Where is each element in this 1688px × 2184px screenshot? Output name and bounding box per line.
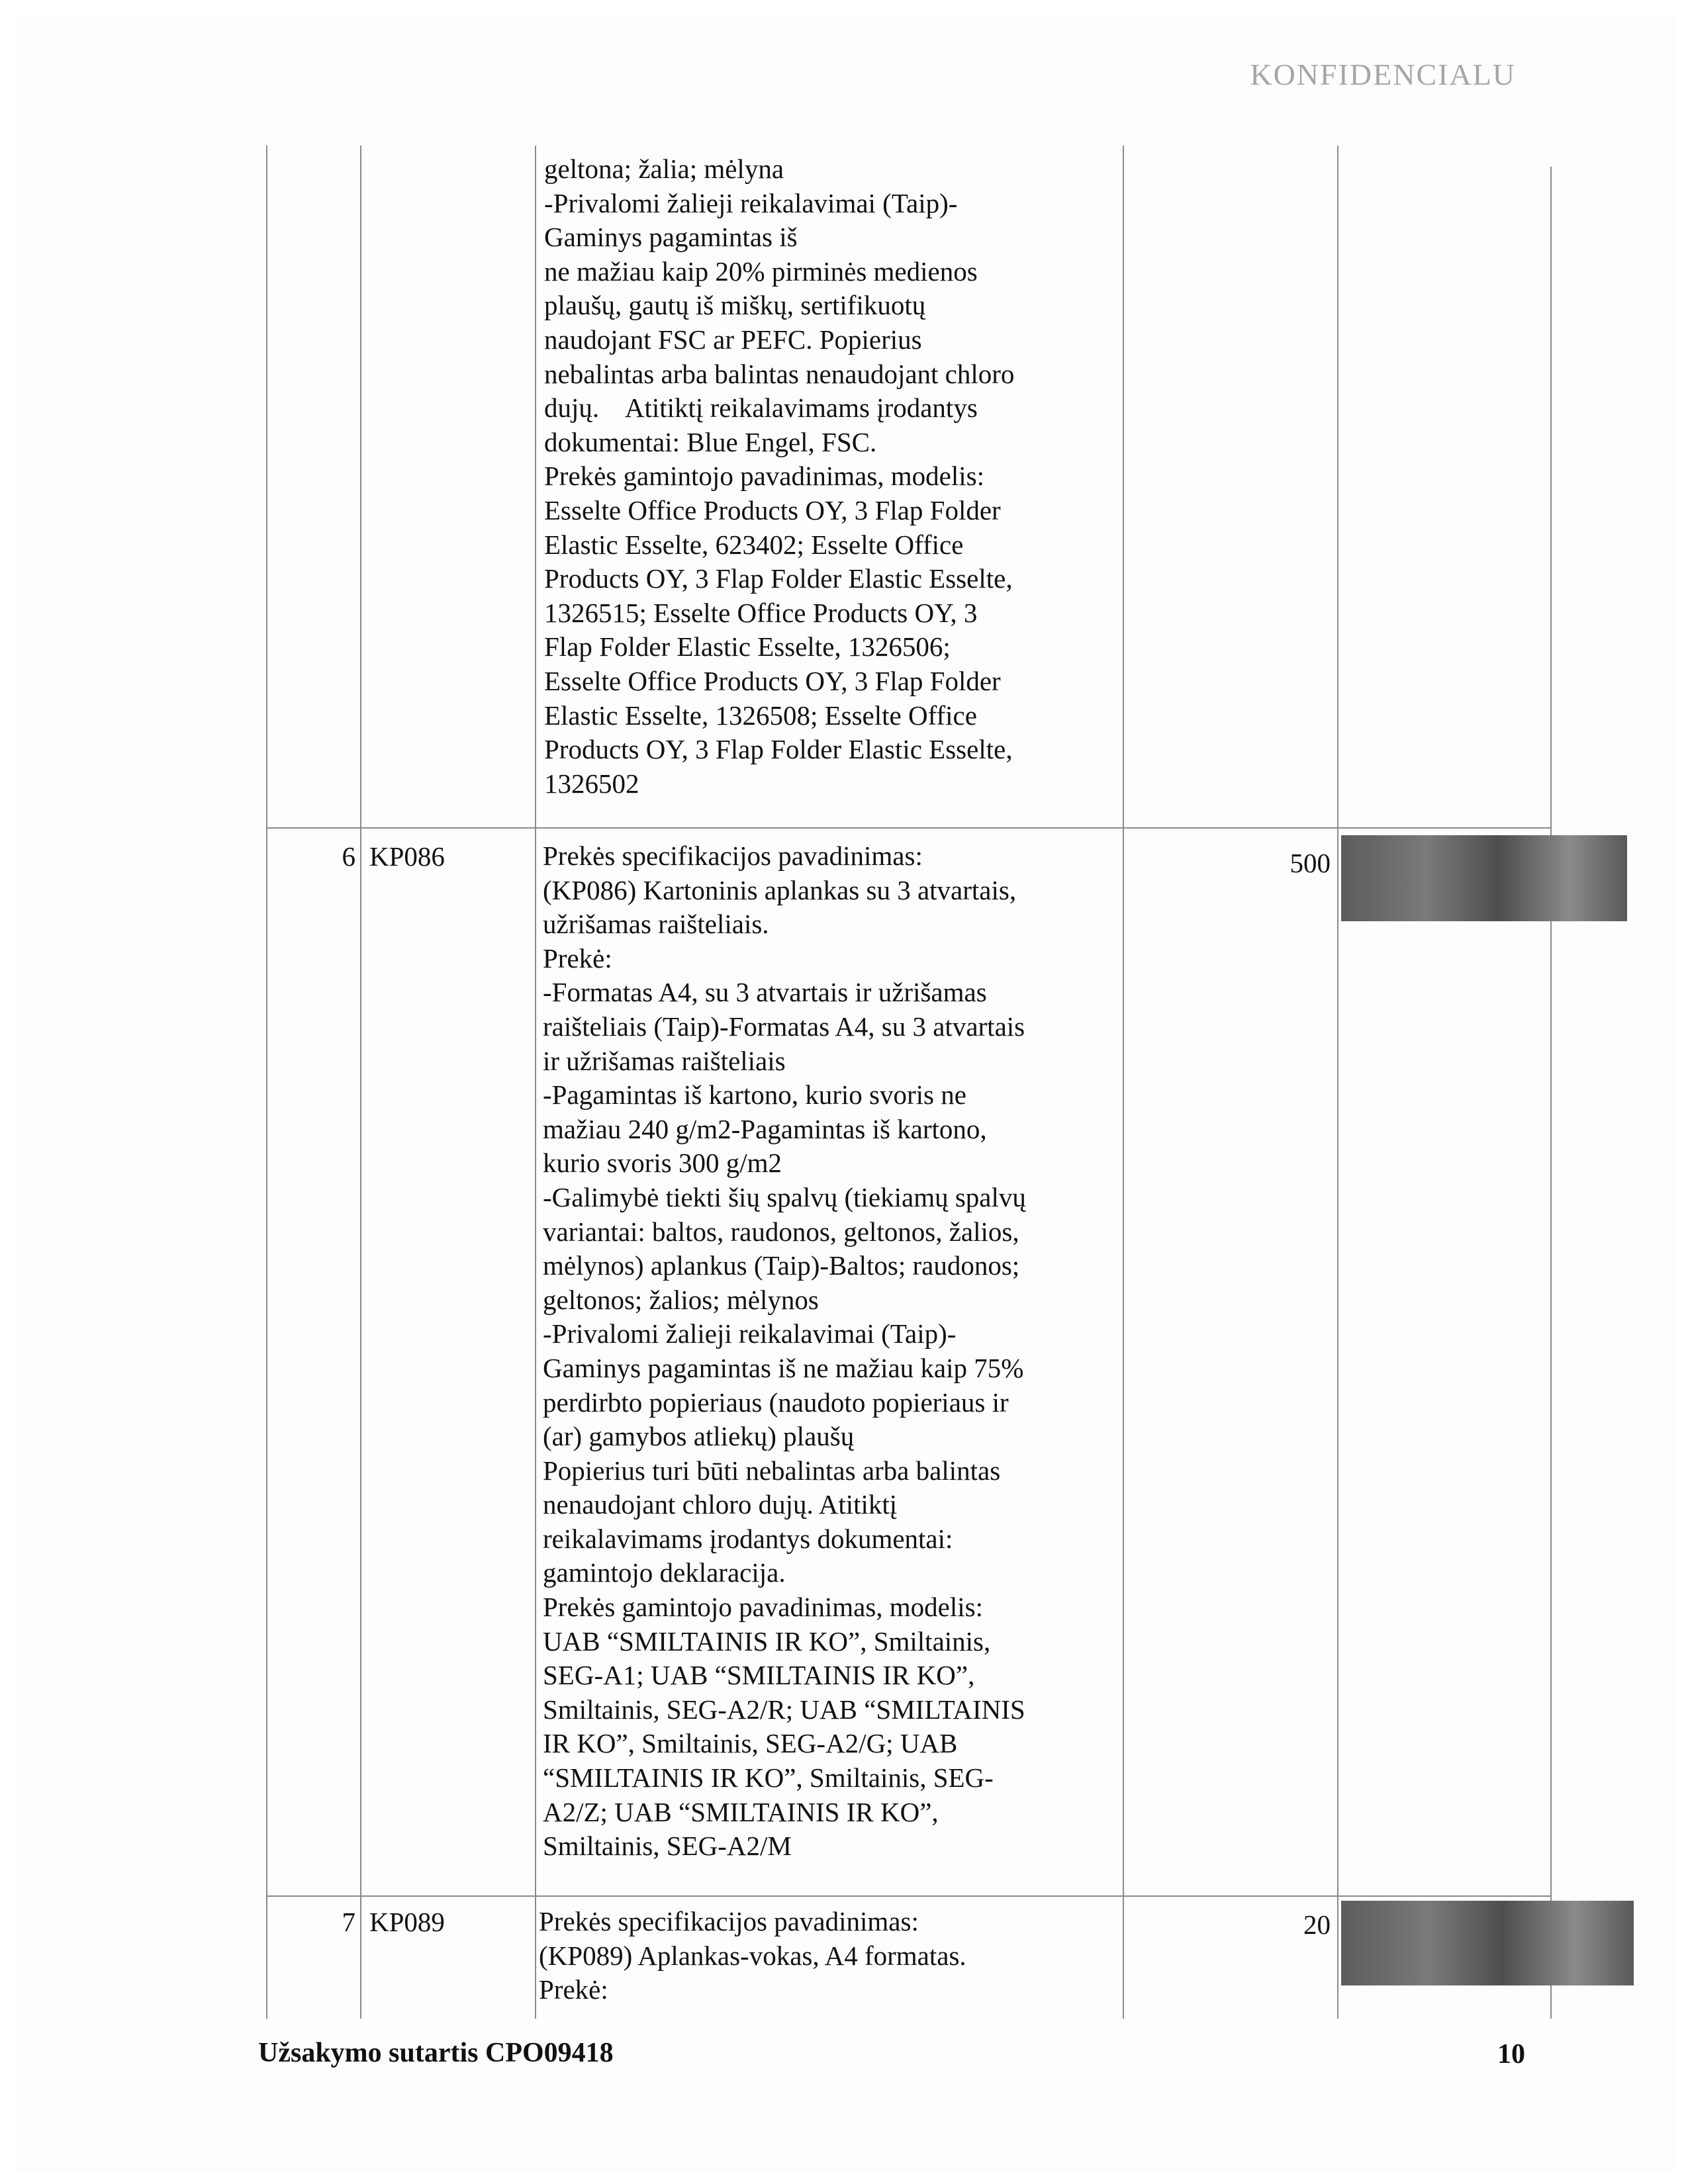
page-number: 10: [1497, 2039, 1525, 2070]
table-divider-no-code: [360, 146, 361, 2019]
quantity: 20: [1303, 1909, 1331, 1940]
continued-row-description: geltona; žalia; mėlyna -Privalomi žalieji reikalavimai (Taip)- Gaminys pagamintas iš ne mažiau kaip 20% pirminės medienos plaušų, gautų iš miškų, sertifikuotų naudojant FSC ar PEFC. Popierius nebalintas arba balintas nenaudojant chloro dujų. Atitiktį reikalavimams įrodantys dokumentai: Blue Engel, FSC. Prekės gamintojo pavadinimas, modelis: Esselte Office Products OY, 3 Flap Folder Elastic Esselte, 623402; Esselte Office Products OY, 3 Flap Folder Elastic Esselte, 1326515; Esselte Office Products OY, 3 Flap Folder Elastic Esselte, 1326506; Esselte Office Products OY, 3 Flap Folder Elastic Esselte, 1326508; Esselte Office Products OY, 3 Flap Folder Elastic Esselte, 1326502: [544, 154, 1015, 799]
row-number: 7: [342, 1907, 355, 1937]
document-page: [15, 15, 1675, 2171]
row-number: 6: [342, 841, 355, 872]
row-separator: [266, 827, 1550, 829]
product-code: KP086: [369, 841, 445, 872]
table-divider-desc-qty: [1123, 146, 1124, 2019]
contract-label: Užsakymo sutartis CPO09418: [258, 2038, 614, 2068]
product-description: Prekės specifikacijos pavadinimas: (KP086) Kartoninis aplankas su 3 atvartais, užrišamas raišteliais. Prekė: -Formatas A4, su 3 atvartais ir užrišamas raišteliais (Taip)-Formatas A4, su 3 atvartais ir užrišamas raišteliais -Pagamintas iš kartono, kurio svoris ne mažiau 240 g/m2-Pagamintas iš kartono, kurio svoris 300 g/m2 -Galimybė tiekti šių spalvų (tiekiamų spalvų variantai: baltos, raudonos, geltonos, žalios, mėlynos) aplankus (Taip)-Baltos; raudonos; geltonos; žalios; mėlynos -Privalomi žalieji reikalavimai (Taip)- Gaminys pagamintas iš ne mažiau kaip 75% perdirbto popieriaus (naudoto popieriaus ir (ar) gamybos atliekų) plaušų Popierius turi būti nebalintas arba balintas nenaudojant chloro dujų. Atitiktį reikalavimams įrodantys dokumentai: gamintojo deklaracija. Prekės gamintojo pavadinimas, modelis: UAB “SMILTAINIS IR KO”, Smiltainis, SEG-A1; UAB “SMILTAINIS IR KO”, Smiltainis, SEG-A2/R; UAB “SMILTAINIS IR KO”, Smiltainis, SEG-A2/G; UAB “SMILTAINIS IR KO”, Smiltainis, SEG- A2/Z; UAB “SMILTAINIS IR KO”, Smiltainis, SEG-A2/M: [543, 841, 1026, 1862]
quantity: 500: [1289, 848, 1331, 878]
row-separator: [266, 1895, 1550, 1897]
product-code: KP089: [369, 1907, 445, 1937]
table-border-right: [1550, 167, 1552, 2019]
table-divider-code-desc: [535, 146, 536, 2019]
product-description: Prekės specifikacijos pavadinimas: (KP089) Aplankas-vokas, A4 formatas. Prekė:: [539, 1906, 966, 2005]
table-divider-qty-price: [1337, 146, 1338, 2019]
confidential-mark: KONFIDENCIALU: [1250, 58, 1516, 91]
table-border-left: [266, 146, 267, 2019]
redaction-strip: [1341, 1901, 1634, 1985]
redaction-strip: [1341, 835, 1627, 921]
